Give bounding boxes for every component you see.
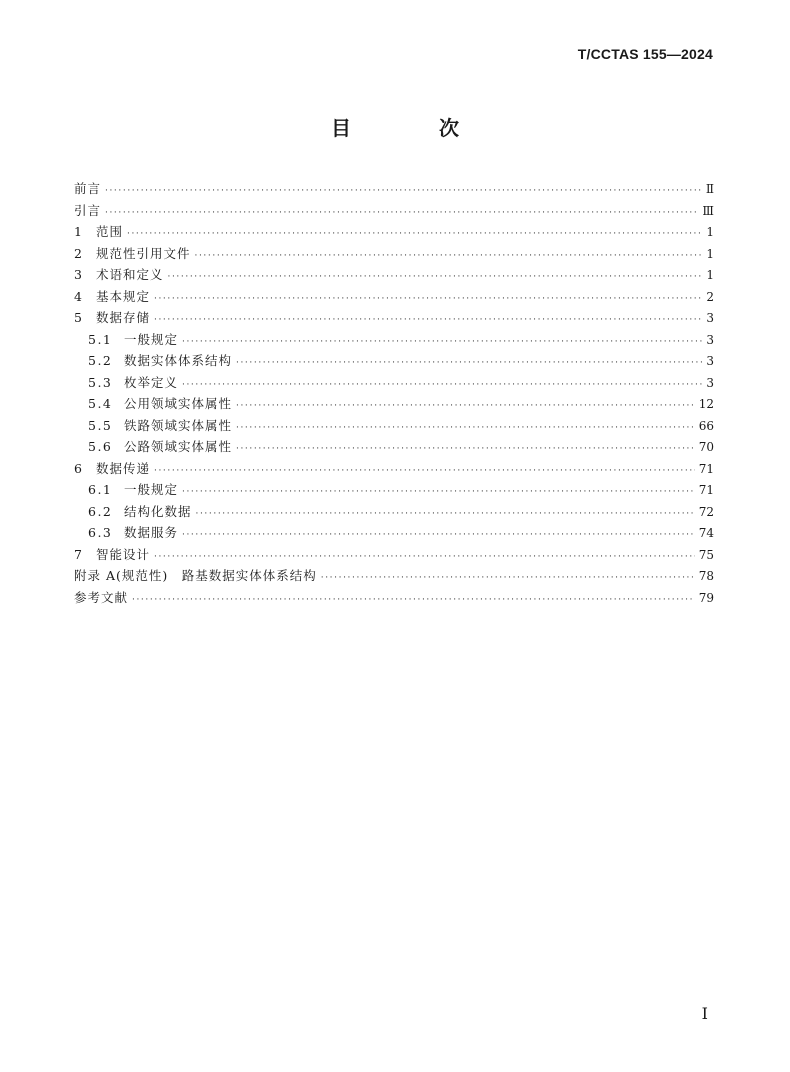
toc-dot-leader bbox=[154, 310, 702, 332]
toc-entry-page: 71 bbox=[698, 483, 714, 497]
toc-entry-page: 78 bbox=[698, 569, 714, 583]
toc-entry-title: 公路领域实体属性 bbox=[124, 439, 233, 454]
toc-entry-title: 铁路领域实体属性 bbox=[124, 417, 233, 433]
toc-dot-leader bbox=[127, 224, 702, 246]
toc-entry-number: 5 bbox=[74, 310, 82, 325]
toc-entry-number: 1 bbox=[74, 224, 82, 239]
toc-entry-page: 66 bbox=[698, 418, 714, 433]
toc-entry-title: 引言 bbox=[74, 202, 102, 218]
toc-entry-page: 79 bbox=[698, 590, 714, 605]
toc-entry-page: Ⅱ bbox=[705, 182, 714, 196]
toc-entry-label bbox=[74, 221, 123, 243]
toc-entry-number: 6.2 bbox=[88, 503, 113, 519]
toc-dot-leader bbox=[105, 203, 698, 225]
toc-entry-title: 基本规定 bbox=[96, 288, 151, 304]
toc-entry-page: 1 bbox=[706, 225, 714, 239]
toc-entry[interactable] bbox=[74, 479, 714, 501]
toc-entry-title: 公用领域实体属性 bbox=[124, 396, 233, 411]
toc-entry-label bbox=[88, 415, 232, 437]
toc-entry-number: 7 bbox=[74, 546, 82, 562]
toc-entry-number: 5.6 bbox=[88, 439, 113, 454]
toc-entry-title: 枚举定义 bbox=[124, 374, 179, 390]
toc-entry[interactable] bbox=[74, 286, 714, 308]
toc-entry-page: 71 bbox=[698, 461, 714, 476]
toc-entry-page: 3 bbox=[706, 311, 714, 325]
toc-entry-label bbox=[88, 393, 232, 415]
toc-entry-number: 6.3 bbox=[88, 525, 113, 540]
toc-entry[interactable] bbox=[74, 243, 714, 265]
toc-entry-label bbox=[88, 479, 178, 501]
toc-entry-title: 范围 bbox=[96, 224, 124, 239]
toc-entry[interactable] bbox=[74, 501, 714, 523]
toc-entry-page: 70 bbox=[698, 440, 714, 454]
toc-dot-leader bbox=[182, 332, 702, 354]
toc-entry-title: 一般规定 bbox=[124, 331, 179, 347]
toc-dot-leader bbox=[236, 439, 695, 461]
toc-entry[interactable] bbox=[74, 178, 714, 200]
page-number: I bbox=[701, 1004, 708, 1023]
toc-entry[interactable] bbox=[74, 393, 714, 415]
toc-entry-label bbox=[88, 372, 178, 394]
toc-entry[interactable] bbox=[74, 200, 714, 222]
toc-entry-title: 数据实体体系结构 bbox=[124, 353, 233, 368]
toc-entry-page: 12 bbox=[698, 397, 714, 411]
toc-dot-leader bbox=[105, 181, 702, 203]
toc-entry-label bbox=[88, 329, 178, 351]
toc-entry-page: 1 bbox=[706, 246, 714, 261]
toc-entry-page: 72 bbox=[698, 504, 714, 519]
toc-dot-leader bbox=[182, 375, 702, 397]
toc-entry-page: 3 bbox=[706, 332, 714, 347]
toc-entry[interactable] bbox=[74, 565, 714, 587]
standard-code: T/CCTAS 155—2024 bbox=[577, 46, 713, 62]
toc-dot-leader bbox=[154, 289, 702, 311]
toc-entry-label bbox=[74, 544, 150, 566]
page-title: 目 次 bbox=[331, 116, 493, 140]
toc-entry-page: 3 bbox=[706, 354, 714, 368]
toc-entry-label bbox=[74, 565, 317, 587]
toc-dot-leader bbox=[321, 568, 695, 590]
toc-dot-leader bbox=[132, 590, 695, 612]
toc-entry-number: 5.4 bbox=[88, 396, 113, 411]
toc-entry-title: 数据服务 bbox=[124, 525, 179, 540]
toc-entry[interactable] bbox=[74, 458, 714, 480]
toc-entry[interactable] bbox=[74, 436, 714, 458]
toc-dot-leader bbox=[196, 504, 695, 526]
toc-entry-number: 2 bbox=[74, 245, 82, 261]
toc-entry-label bbox=[88, 522, 178, 544]
toc-entry-title: 术语和定义 bbox=[96, 267, 164, 282]
toc-entry[interactable] bbox=[74, 329, 714, 351]
toc-dot-leader bbox=[154, 461, 695, 483]
toc-entry-label bbox=[74, 307, 150, 329]
toc-entry[interactable] bbox=[74, 264, 714, 286]
toc-entry[interactable] bbox=[74, 522, 714, 544]
toc-entry-title: 参考文献 bbox=[74, 589, 129, 605]
toc-entry-label bbox=[88, 350, 232, 372]
toc-entry-label bbox=[74, 587, 128, 609]
toc-entry-title: 数据传递 bbox=[96, 460, 151, 476]
toc-entry-label bbox=[74, 243, 191, 265]
toc-dot-leader bbox=[236, 418, 695, 440]
toc-dot-leader bbox=[195, 246, 702, 268]
toc-entry-title: 智能设计 bbox=[96, 546, 151, 562]
toc-entry-number: 3 bbox=[74, 267, 82, 282]
toc-entry-page: 3 bbox=[706, 375, 714, 390]
toc-entry[interactable] bbox=[74, 350, 714, 372]
toc-entry[interactable] bbox=[74, 372, 714, 394]
toc-entry[interactable] bbox=[74, 587, 714, 609]
toc-dot-leader bbox=[236, 353, 702, 375]
toc-entry-number: 5.5 bbox=[88, 417, 113, 433]
toc-entry-page: 1 bbox=[706, 268, 714, 282]
toc-dot-leader bbox=[182, 525, 695, 547]
toc-entry-page: 74 bbox=[698, 526, 714, 540]
toc-entry[interactable] bbox=[74, 221, 714, 243]
toc-entry-number: 6.1 bbox=[88, 482, 113, 497]
toc-entry-page: Ⅲ bbox=[702, 203, 714, 218]
toc-entry-title: 附录 A(规范性) 路基数据实体体系结构 bbox=[74, 568, 317, 583]
toc-entry-label bbox=[74, 178, 101, 200]
toc-entry-number: 5.2 bbox=[88, 353, 113, 368]
toc-entry-page: 75 bbox=[698, 547, 714, 562]
toc-dot-leader bbox=[168, 267, 702, 289]
toc-entry-label bbox=[74, 200, 101, 222]
table-of-contents bbox=[74, 178, 714, 608]
toc-entry-number: 4 bbox=[74, 288, 82, 304]
toc-entry-title: 规范性引用文件 bbox=[96, 245, 191, 261]
toc-entry-title: 前言 bbox=[74, 181, 102, 196]
toc-entry-title: 一般规定 bbox=[124, 482, 179, 497]
toc-entry[interactable] bbox=[74, 415, 714, 437]
toc-entry-number: 6 bbox=[74, 460, 82, 476]
toc-entry-label bbox=[74, 286, 150, 308]
toc-entry-number: 5.3 bbox=[88, 374, 113, 390]
toc-entry-title: 结构化数据 bbox=[124, 503, 192, 519]
toc-entry[interactable] bbox=[74, 307, 714, 329]
toc-dot-leader bbox=[182, 482, 695, 504]
toc-entry-label bbox=[74, 264, 164, 286]
toc-entry-label bbox=[88, 501, 192, 523]
toc-entry-page: 2 bbox=[706, 289, 714, 304]
toc-entry[interactable] bbox=[74, 544, 714, 566]
toc-entry-title: 数据存储 bbox=[96, 310, 151, 325]
toc-entry-number: 5.1 bbox=[88, 331, 113, 347]
toc-entry-label bbox=[74, 458, 150, 480]
toc-entry-label bbox=[88, 436, 232, 458]
toc-dot-leader bbox=[236, 396, 695, 418]
